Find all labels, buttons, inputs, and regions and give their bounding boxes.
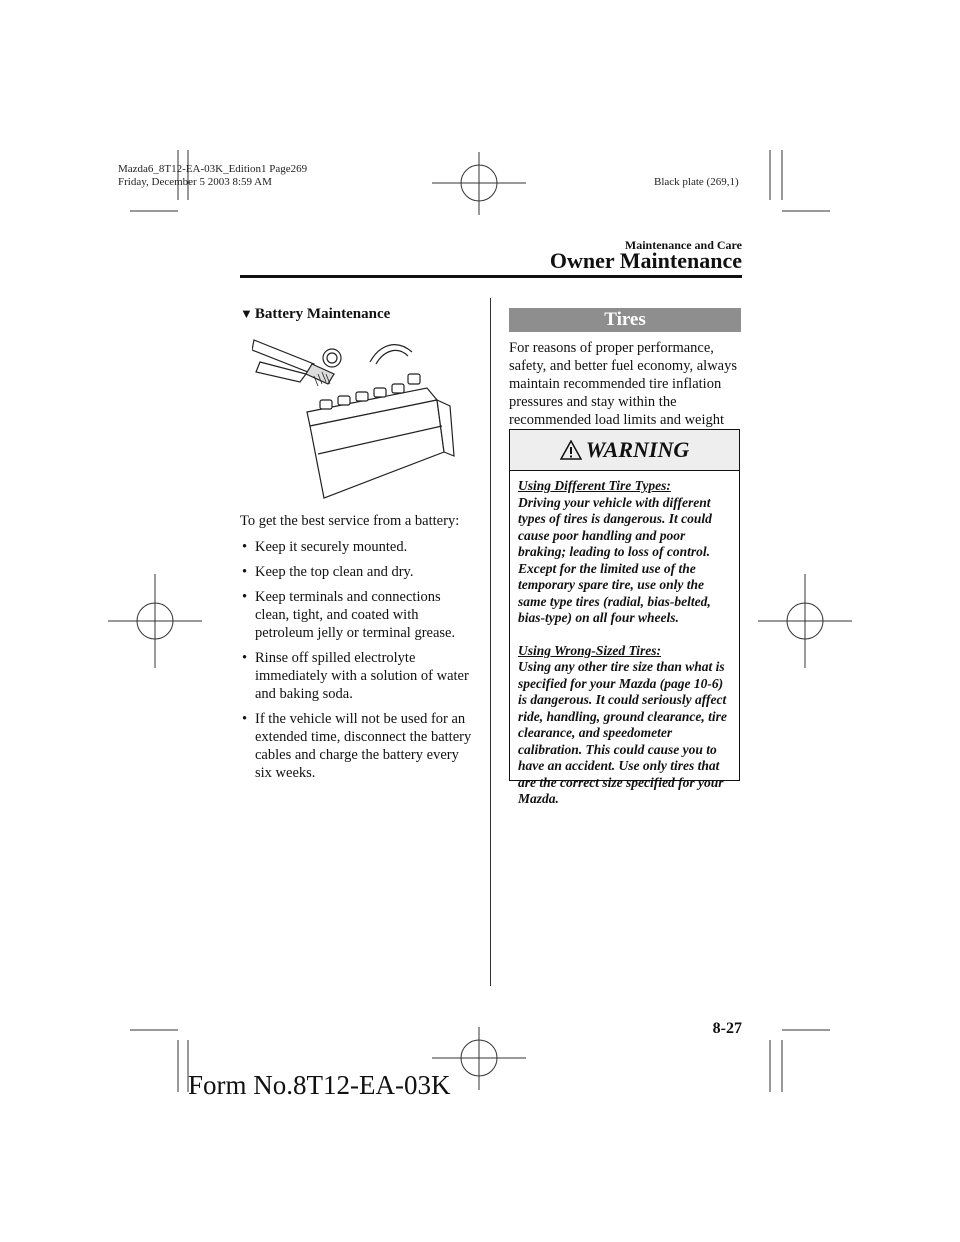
tires-banner: Tires [509, 308, 741, 332]
warning-triangle-icon [560, 440, 582, 460]
warning-title: WARNING [585, 437, 690, 462]
warning-subheading-1: Using Different Tire Types: [518, 478, 671, 493]
battery-instructions [240, 512, 478, 789]
warning-subheading-2: Using Wrong-Sized Tires: [518, 642, 662, 658]
battery-cleaning-illustration [252, 334, 472, 504]
tires-intro: For reasons of proper performance, safety, and better fuel economy, always maintain recommended tire inflation pressures and stay within the recommended load limits and weight [509, 340, 738, 428]
battery-bullet-list [240, 538, 478, 782]
warning-text-2: Using any other tire size than what is specified for your Mazda (page 10-6) is dangerous. It could seriously affect ride, handling, ground clearance, tire clearance, and speedometer calibration. This could cause you to have an accident. Use only tires that are the correct size specified for your Mazda. [518, 659, 727, 806]
battery-heading [240, 306, 390, 323]
header-rule [240, 275, 742, 278]
form-number: Form No.8T12-EA-03K [188, 1070, 451, 1100]
list-item: • If the vehicle will not be used for an extended time, disconnect the battery cables and charge the battery every six weeks. [240, 710, 478, 782]
list-item: • Keep terminals and connections clean, tight, and coated with petroleum jelly or terminal grease. [240, 588, 478, 642]
list-item: • Keep it securely mounted. [240, 538, 478, 556]
list-item: • Keep the top clean and dry. [240, 563, 478, 581]
warning-body [510, 471, 739, 815]
page-number: 8-27 [712, 1020, 742, 1037]
black-plate-label: Black plate (269,1) [654, 176, 739, 188]
section-title: Owner Maintenance [549, 248, 742, 273]
battery-intro: To get the best service from a battery: [240, 513, 460, 529]
list-item: • Rinse off spilled electrolyte immediately with a solution of water and baking soda. [240, 649, 478, 703]
warning-header [510, 430, 739, 471]
chapter-label: Maintenance and Care [624, 238, 742, 252]
print-metadata [118, 163, 307, 189]
warning-text-1: Driving your vehicle with different types of tires is dangerous. It could cause poor handling and poor braking; leading to loss of control. Except for the limited use of the temporary spare tire, use only the same type tires (radial, bias-belted, bias-type) on all four wheels. [518, 494, 712, 625]
heading-marker-icon: ▼ [240, 306, 253, 321]
warning-box [509, 429, 740, 806]
battery-heading-text: Battery Maintenance [254, 306, 391, 322]
print-meta-line2: Friday, December 5 2003 8:59 AM [118, 176, 272, 188]
print-meta-line1: Mazda6_8T12-EA-03K_Edition1 Page269 [118, 163, 308, 175]
column-divider [490, 298, 491, 986]
